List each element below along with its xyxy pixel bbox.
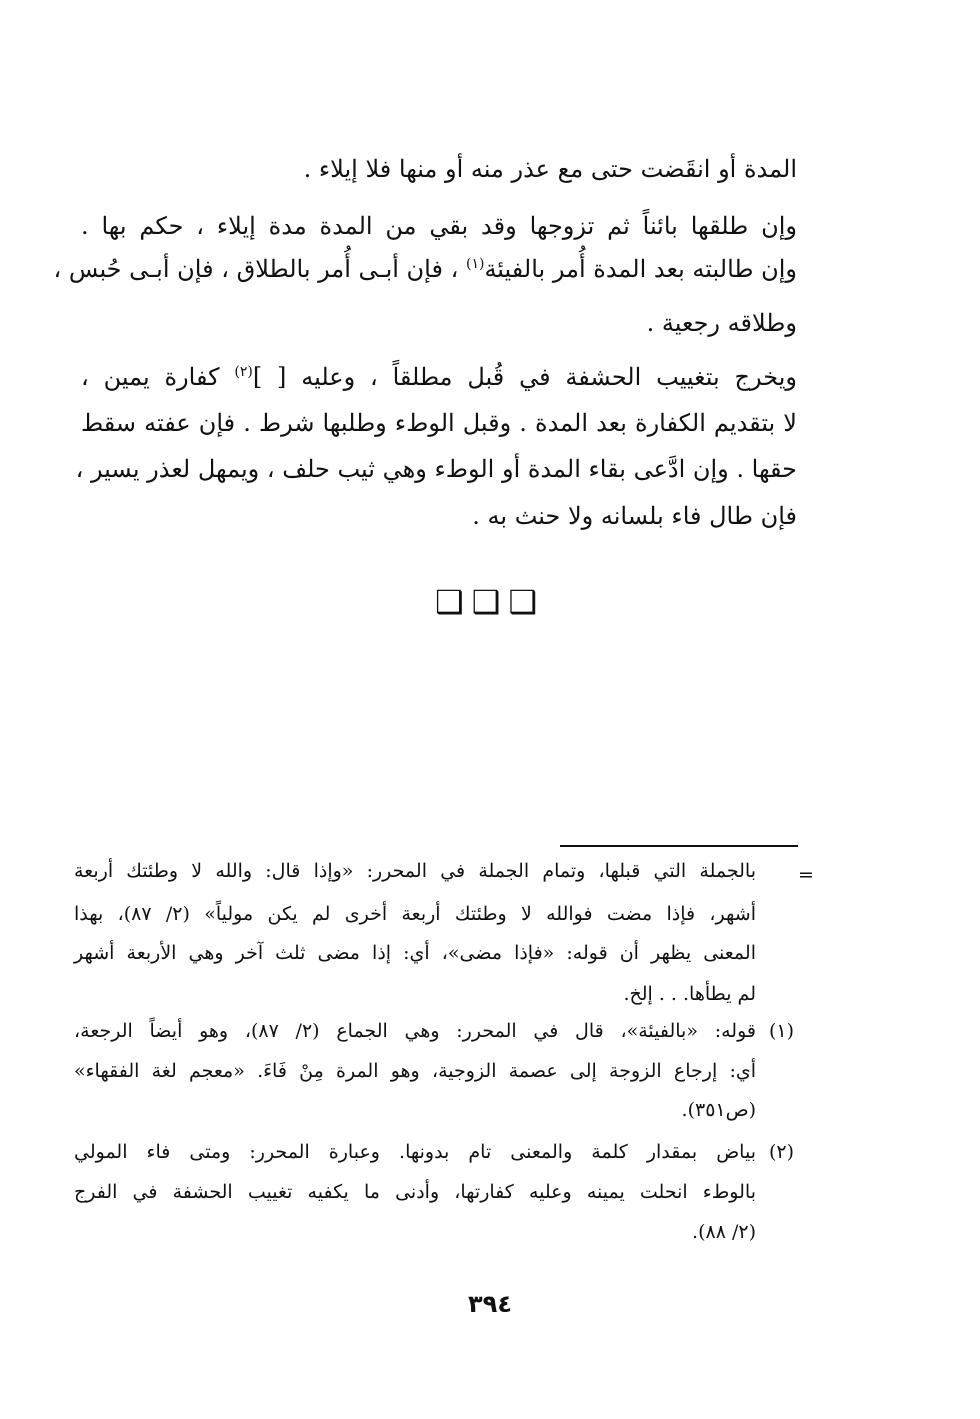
footnote-marker-1: (١)	[768, 1020, 794, 1042]
page-number: ٣٩٤	[468, 1290, 512, 1318]
text-line	[53, 255, 797, 283]
text-line: حقها . وإن ادَّعى بقاء المدة أو الوطء وهي ثيب حلف ، ويمهل لعذر يسير ،	[75, 455, 797, 483]
footnote-line: المعنى يظهر أن قوله: «فإذا مضى»، أي: إذا مضى ثلث آخر وهي الأربعة أشهر	[74, 942, 756, 964]
text-line: المدة أو انقَضت حتى مع عذر منه أو منها فلا إيلاء .	[303, 155, 797, 183]
text-run: ، فإن أبـى أُمر بالطلاق ، فإن أبـى حُبس ،	[53, 255, 466, 283]
footnote-line: أشهر، فإذا مضت فوالله لا وطئتك أربعة أخرى لم يكن مولياً» (٢/ ٨٧)، بهذا	[74, 903, 756, 925]
footnote-line: أي: إرجاع الزوجة إلى عصمة الزوجية، وهو المرة مِنْ فَاءَ. «معجم لغة الفقهاء»	[74, 1060, 756, 1082]
text-line: لا بتقديم الكفارة بعد المدة . وقبل الوطء وطلبها شرط . فإن عفته سقط	[81, 409, 797, 437]
footnote-ref: (١)	[465, 256, 485, 272]
footnote-line: (ص٣٥١).	[681, 1099, 756, 1121]
text-run: كفارة يمين ،	[81, 363, 235, 391]
continuation-marker: =	[798, 864, 814, 886]
footnote-line: بالوطء انحلت يمينه وعليه كفارتها، وأدنى ما يكفيه تغييب الحشفة في الفرج	[74, 1181, 756, 1203]
text-line	[81, 365, 797, 389]
text-line: فإن طال فاء بلسانه ولا حنث به .	[472, 502, 797, 530]
text-line: وطلاقه رجعية .	[646, 309, 797, 337]
text-run: ويخرج بتغييب الحشفة في قُبل مطلقاً ، وعليه [ ]	[252, 363, 797, 391]
footnote-line: لم يطأها. . . إلخ.	[623, 983, 756, 1005]
footnote-separator	[560, 845, 798, 847]
footnote-marker-2: (٢)	[768, 1141, 794, 1163]
section-end-ornament: ❑❑❑	[434, 583, 546, 621]
footnote-line: (٢/ ٨٨).	[692, 1221, 756, 1243]
footnote-line: بالجملة التي قبلها، وتمام الجملة في المحرر: «وإذا قال: والله لا وطئتك أربعة	[74, 860, 756, 882]
footnote-ref: (٢)	[234, 364, 253, 380]
footnote-line: قوله: «بالفيئة»، قال في المحرر: وهي الجماع (٢/ ٨٧)، وهو أيضاً الرجعة،	[74, 1020, 756, 1042]
text-line: وإن طلقها بائناً ثم تزوجها وقد بقي من المدة مدة إيلاء ، حكم بها .	[81, 212, 797, 240]
text-run: وإن طالبته بعد المدة أُمر بالفيئة	[484, 255, 797, 283]
footnote-line: بياض بمقدار كلمة والمعنى تام بدونها. وعبارة المحرر: ومتى فاء المولي	[74, 1141, 756, 1163]
